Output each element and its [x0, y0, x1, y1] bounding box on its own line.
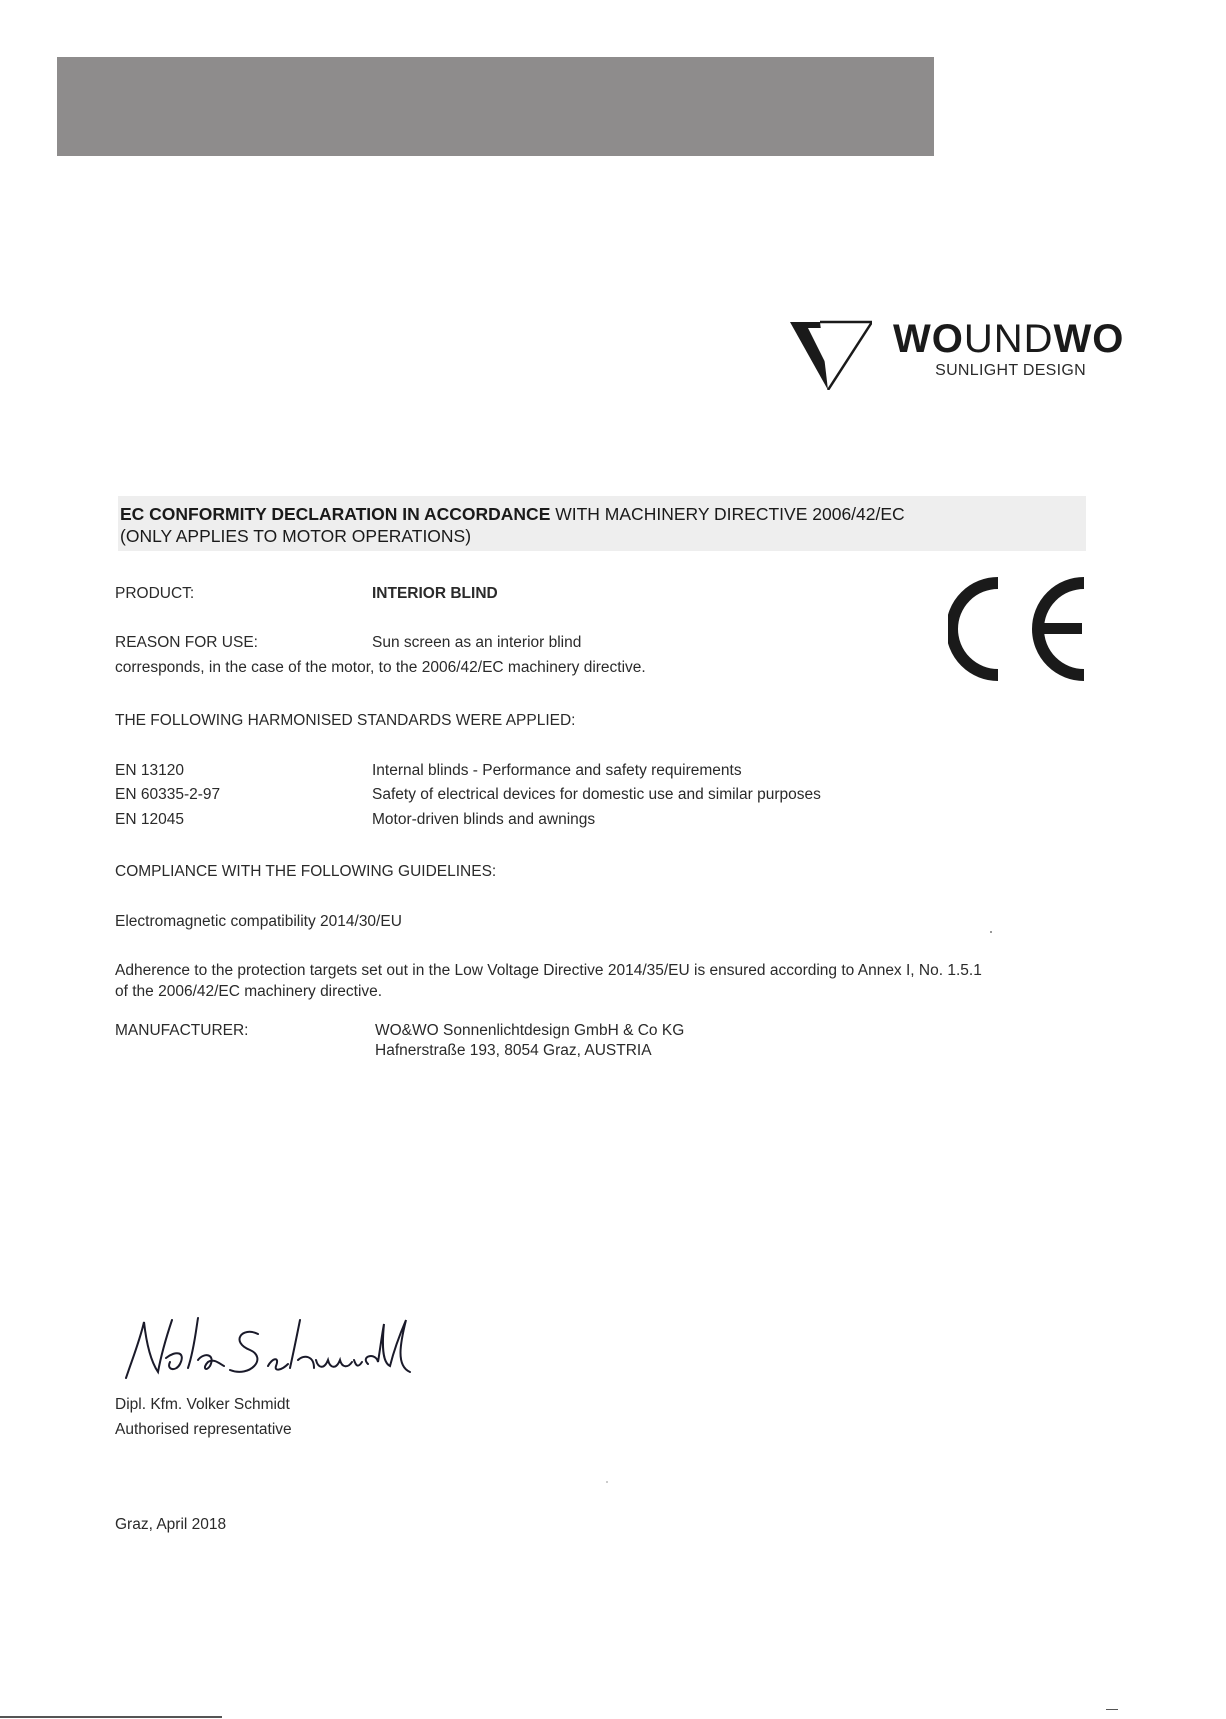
logo-subtitle: SUNLIGHT DESIGN [935, 362, 1086, 379]
handwritten-signature [118, 1310, 418, 1390]
logo-word-und: UND [963, 317, 1054, 361]
adherence-line-1: Adherence to the protection targets set out in the Low Voltage Directive 2014/35/EU is ensured according to Annex I, No. 1.5.1 [115, 962, 982, 979]
standard-code-2: EN 60335-2-97 [115, 786, 221, 803]
heading-bold-part: EC CONFORMITY DECLARATION IN ACCORDANCE [120, 504, 551, 524]
logo-wordmark [893, 318, 1124, 360]
footer-dash [1106, 1709, 1118, 1710]
manufacturer-address: Hafnerstraße 193, 8054 Graz, AUSTRIA [375, 1042, 652, 1059]
standard-desc-3: Motor-driven blinds and awnings [372, 811, 596, 828]
product-value: INTERIOR BLIND [372, 585, 498, 602]
guidelines-heading: COMPLIANCE WITH THE FOLLOWING GUIDELINES: [115, 863, 497, 880]
footer-rule [0, 1716, 222, 1718]
woundwo-v-mark-icon [790, 318, 872, 390]
heading-rest-part: WITH MACHINERY DIRECTIVE 2006/42/EC [550, 504, 905, 524]
reason-label: REASON FOR USE: [115, 634, 258, 651]
logo-word-wo-1: WO [893, 317, 964, 361]
emc-guideline: Electromagnetic compatibility 2014/30/EU [115, 913, 402, 930]
standards-heading: THE FOLLOWING HARMONISED STANDARDS WERE APPLIED: [115, 712, 576, 729]
signatory-name: Dipl. Kfm. Volker Schmidt [115, 1396, 290, 1413]
signatory-role: Authorised representative [115, 1421, 292, 1438]
header-gray-band [57, 57, 934, 156]
product-label: PRODUCT: [115, 585, 195, 602]
standard-code-1: EN 13120 [115, 762, 184, 779]
stray-dot [990, 931, 992, 933]
standard-desc-2: Safety of electrical devices for domestic use and similar purposes [372, 786, 821, 803]
reason-value: Sun screen as an interior blind [372, 634, 582, 651]
manufacturer-name: WO&WO Sonnenlichtdesign GmbH & Co KG [375, 1022, 685, 1039]
standard-desc-1: Internal blinds - Performance and safety requirements [372, 762, 742, 779]
adherence-line-2: of the 2006/42/EC machinery directive. [115, 983, 383, 1000]
ce-mark-icon [948, 575, 1088, 683]
manufacturer-label: MANUFACTURER: [115, 1022, 249, 1039]
heading-line-2: (ONLY APPLIES TO MOTOR OPERATIONS) [120, 526, 472, 546]
heading-line-1 [120, 504, 905, 525]
reason-note: corresponds, in the case of the motor, to the 2006/42/EC machinery directive. [115, 659, 646, 676]
declaration-heading [118, 496, 1086, 551]
logo-word-wo-2: WO [1053, 317, 1125, 361]
stray-dot-2 [606, 1481, 608, 1483]
standard-code-3: EN 12045 [115, 811, 184, 828]
company-logo [790, 317, 1125, 390]
place-date: Graz, April 2018 [115, 1516, 227, 1533]
